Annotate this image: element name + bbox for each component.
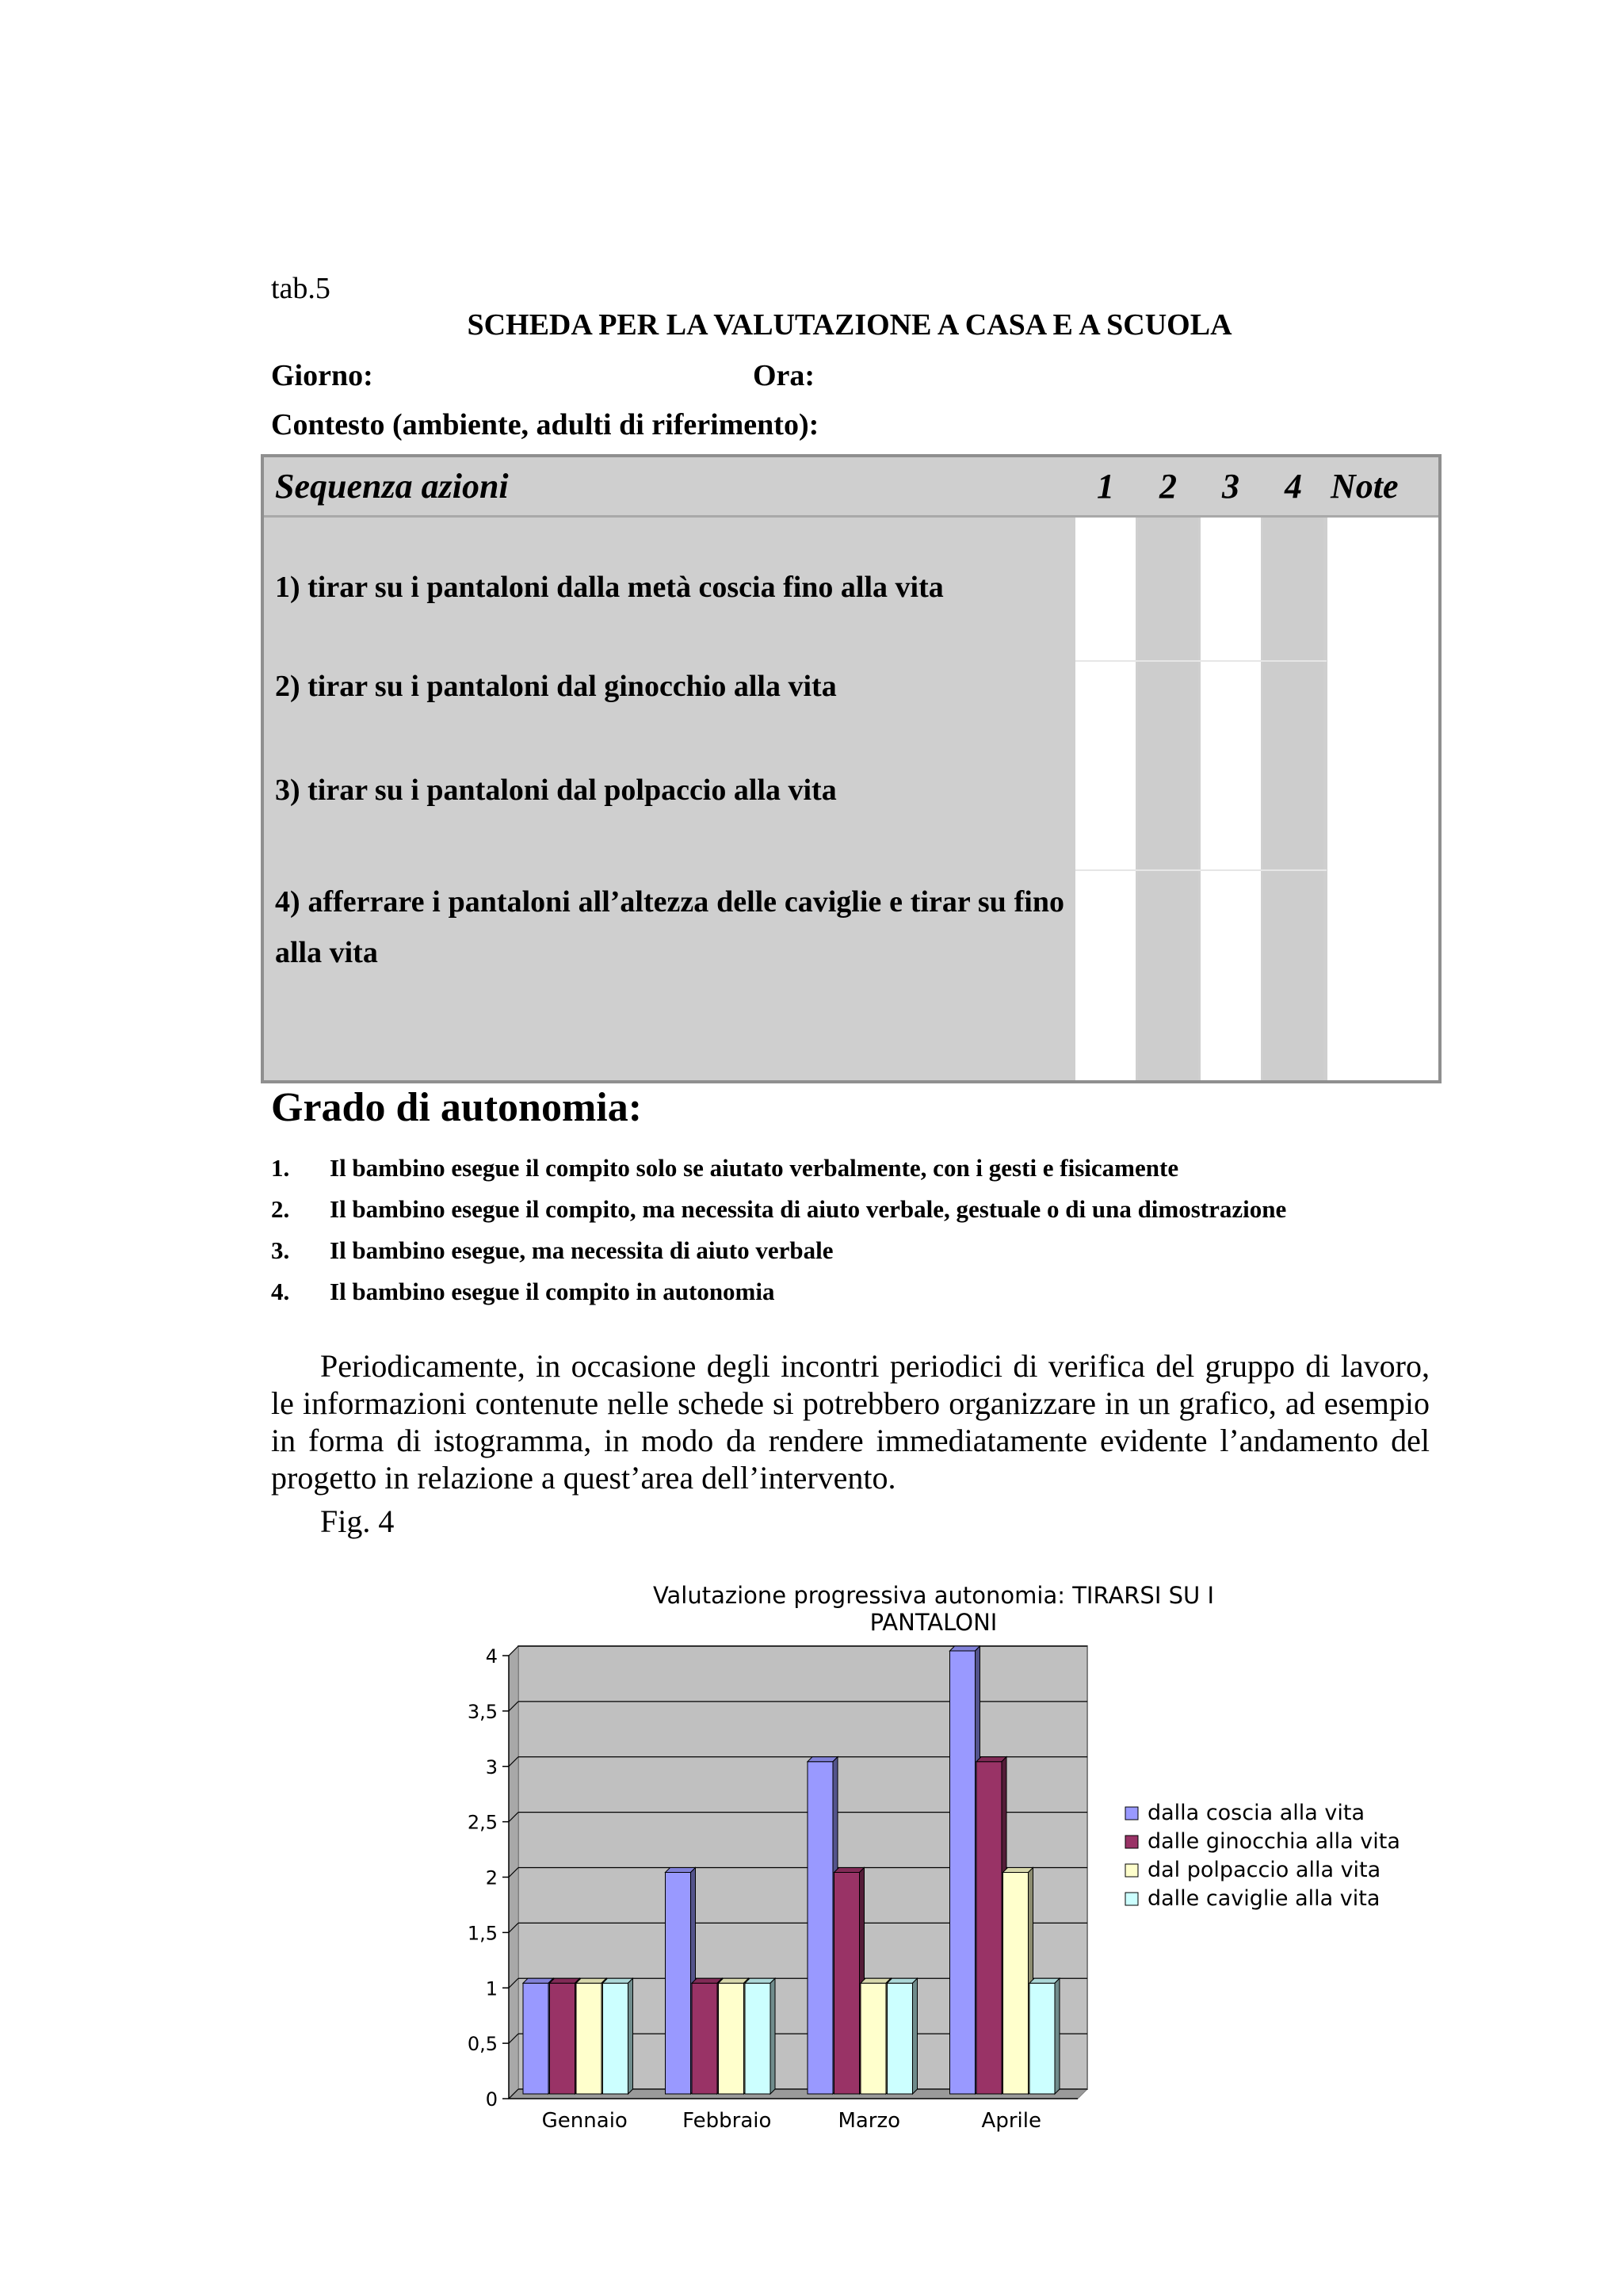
legend-label: dalle ginocchia alla vita (1148, 1829, 1400, 1854)
bar (745, 1983, 770, 2094)
bar (861, 1983, 886, 2094)
legend-label: dal polpaccio alla vita (1148, 1858, 1381, 1882)
header-col-1: 1 (1097, 467, 1114, 506)
header-notes: Note (1331, 467, 1399, 506)
y-tick-label: 0 (485, 2088, 498, 2111)
x-tick-label: Aprile (981, 2109, 1041, 2133)
legend-swatch (1125, 1836, 1138, 1848)
chart-title-line-1: Valutazione progressiva autonomia: TIRARSI SU I (652, 1582, 1215, 1609)
bar (976, 1762, 1002, 2094)
legend-swatch (1125, 1864, 1138, 1877)
legend-label: dalle caviglie alla vita (1148, 1886, 1381, 1911)
legend-swatch (1125, 1893, 1138, 1905)
y-tick-label: 0,5 (467, 2033, 498, 2056)
level-text: Il bambino esegue il compito solo se aiutato verbalmente, con i gesti e fisicamente (330, 1154, 1179, 1182)
y-tick-label: 3 (485, 1755, 498, 1778)
level-text: Il bambino esegue il compito, ma necessita di aiuto verbale, gestuale o di una dimostrazione (330, 1195, 1287, 1223)
bar (834, 1873, 860, 2095)
y-tick-label: 1,5 (467, 1922, 498, 1945)
table-row: 4) afferrare i pantaloni all’altezza delle caviglie e tirar su fino alla vita (275, 885, 1064, 969)
y-tick-label: 4 (485, 1645, 498, 1668)
bar (550, 1983, 575, 2094)
ora-label: Ora: (753, 359, 815, 392)
level-number: 2. (271, 1195, 290, 1223)
bar (1003, 1873, 1029, 2095)
table-number: tab.5 (271, 272, 330, 305)
level-number: 1. (271, 1154, 290, 1182)
y-tick-label: 1 (485, 1977, 498, 2000)
header-col-2: 2 (1159, 467, 1177, 506)
bar (719, 1983, 744, 2094)
level-text: Il bambino esegue il compito in autonomia (330, 1278, 775, 1305)
autonomy-heading: Grado di autonomia: (271, 1085, 643, 1130)
y-tick-label: 2,5 (467, 1811, 498, 1834)
x-tick-label: Febbraio (682, 2109, 772, 2133)
bar (603, 1983, 628, 2094)
header-col-3: 3 (1222, 467, 1239, 506)
bar (888, 1983, 913, 2094)
contesto-label: Contesto (ambiente, adulti di riferimento): (271, 408, 819, 441)
bar-side (770, 1978, 775, 2094)
table-row: 3) tirar su i pantaloni dal polpaccio alla vita (275, 774, 837, 807)
bar (576, 1983, 601, 2094)
body-paragraph: Periodicamente, in occasione degli incontri periodici di verifica del gruppo di lavoro, le informazioni contenute nelle schede si potrebbero organizzare in un grafico, ad esempio in forma di istogramma, in modo da rendere immediatamente evidente l’andamento del progetto in relazione a quest’area dell’intervento. (271, 1348, 1430, 1496)
bar (692, 1983, 717, 2094)
y-tick-label: 3,5 (467, 1700, 498, 1723)
y-tick-label: 2 (485, 1866, 498, 1889)
giorno-label: Giorno: (271, 359, 373, 392)
bar (1029, 1983, 1055, 2094)
x-tick-label: Gennaio (541, 2109, 628, 2133)
table-row: 1) tirar su i pantaloni dalla metà coscia fino alla vita (275, 571, 944, 604)
bar (808, 1762, 833, 2094)
level-text: Il bambino esegue, ma necessita di aiuto verbale (330, 1236, 834, 1264)
header-sequence: Sequenza azioni (275, 467, 509, 506)
bar (523, 1983, 548, 2094)
x-tick-label: Marzo (838, 2109, 901, 2133)
level-number: 3. (271, 1236, 290, 1264)
sheet-title: SCHEDA PER LA VALUTAZIONE A CASA E A SCUOLA (467, 308, 1232, 342)
table-row: 2) tirar su i pantaloni dal ginocchio alla vita (275, 670, 837, 703)
legend-swatch (1125, 1807, 1138, 1820)
bar (666, 1873, 691, 2095)
bar (950, 1651, 976, 2094)
bar-side (913, 1978, 918, 2094)
bar-side (1055, 1978, 1060, 2094)
bar-side (628, 1978, 633, 2094)
legend-label: dalla coscia alla vita (1148, 1801, 1365, 1825)
chart-title-line-2: PANTALONI (869, 1609, 998, 1636)
level-number: 4. (271, 1278, 290, 1305)
header-col-4: 4 (1285, 467, 1302, 506)
figure-label: Fig. 4 (320, 1503, 395, 1539)
